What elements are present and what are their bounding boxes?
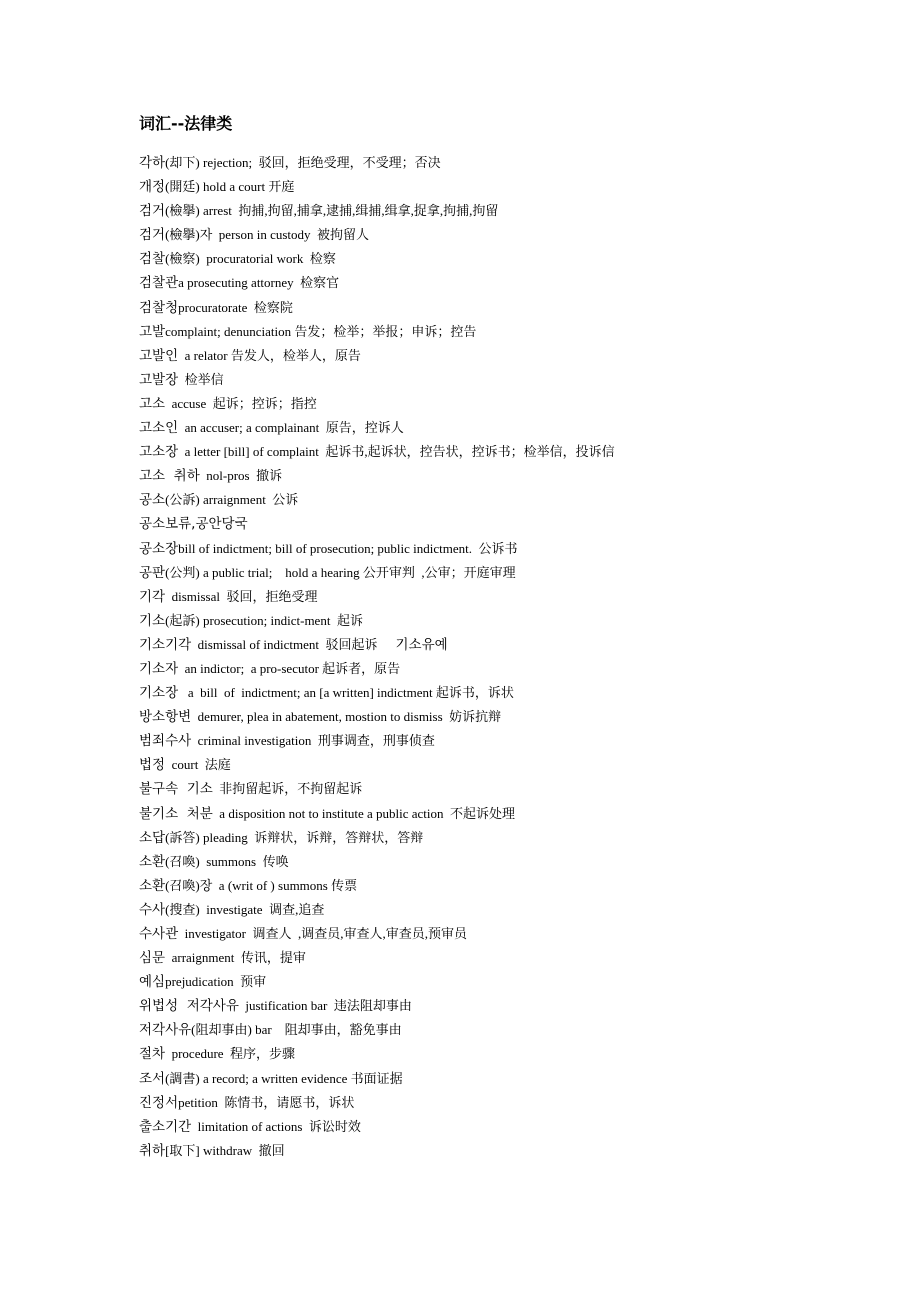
vocabulary-entry bbox=[139, 392, 879, 416]
vocabulary-entry bbox=[139, 320, 879, 344]
entry-definition: limitation of actions 诉讼时效 bbox=[191, 1118, 361, 1134]
korean-term: 공판 bbox=[139, 564, 166, 581]
korean-term: 저각사유 bbox=[139, 1022, 192, 1039]
vocabulary-entry bbox=[139, 609, 879, 633]
korean-term: 법정 bbox=[139, 757, 166, 774]
entry-definition: (召喚)장 a (writ of ) summons 传票 bbox=[165, 877, 358, 893]
vocabulary-entry bbox=[139, 633, 879, 657]
entry-definition: bill of indictment; bill of prosecution; public indictment. 公诉书 bbox=[178, 540, 518, 556]
vocabulary-entry bbox=[139, 753, 879, 777]
document-title: 词汇--法律类 bbox=[139, 114, 233, 133]
korean-term: 취하 bbox=[139, 1142, 166, 1159]
entry-definition: an indictor; a pro-secutor 起诉者，原告 bbox=[178, 660, 401, 676]
korean-term: 진정서 bbox=[139, 1094, 179, 1111]
korean-term: 기소 bbox=[139, 612, 166, 629]
vocabulary-entry bbox=[139, 175, 879, 199]
entry-definition: a bill of indictment; an [a written] indictment 起诉书，诉状 bbox=[178, 685, 514, 701]
korean-term: 검찰청 bbox=[139, 299, 179, 316]
entry-definition: an accuser; a complainant 原告，控诉人 bbox=[178, 420, 404, 436]
korean-term: 출소기간 bbox=[139, 1118, 192, 1135]
korean-term: 불기소 처분 bbox=[139, 805, 213, 822]
vocabulary-entry bbox=[139, 850, 879, 874]
vocabulary-entry bbox=[139, 223, 879, 247]
vocabulary-entry bbox=[139, 729, 879, 753]
entry-definition: (却下) rejection; 驳回，拒绝受理，不受理；否决 bbox=[165, 155, 441, 170]
korean-term: 고소인 bbox=[139, 420, 179, 437]
korean-term: 범죄수사 bbox=[139, 733, 192, 750]
entry-definition: accuse 起诉；控诉；指控 bbox=[165, 395, 317, 411]
vocabulary-entry bbox=[139, 151, 879, 175]
vocabulary-entry bbox=[139, 681, 879, 705]
entry-definition: justification bar 违法阻却事由 bbox=[238, 998, 412, 1014]
korean-term: 소답 bbox=[139, 829, 166, 846]
entry-definition: 非拘留起诉，不拘留起诉 bbox=[212, 781, 363, 797]
korean-term: 공소장 bbox=[139, 540, 179, 557]
vocabulary-entry bbox=[139, 1042, 879, 1066]
entry-definition: petition 陈情书，请愿书，诉状 bbox=[178, 1094, 355, 1110]
vocabulary-entry bbox=[139, 1091, 879, 1115]
entry-definition: dismissal 驳回，拒绝受理 bbox=[165, 588, 318, 604]
vocabulary-entry bbox=[139, 802, 879, 826]
korean-term: 조서 bbox=[139, 1070, 166, 1087]
vocabulary-entry bbox=[139, 537, 879, 561]
entry-definition: prejudication 预审 bbox=[165, 974, 267, 990]
korean-term: 심문 bbox=[139, 950, 166, 967]
korean-term: 공소보류,공안당국 bbox=[139, 516, 248, 533]
vocabulary-entry bbox=[139, 296, 879, 320]
vocabulary-entry bbox=[139, 271, 879, 295]
korean-term: 수사 bbox=[139, 901, 166, 918]
vocabulary-entry bbox=[139, 657, 879, 681]
korean-term: 검거 bbox=[139, 203, 166, 220]
korean-term: 위법성 저각사유 bbox=[139, 998, 239, 1015]
entry-definition: (檢擧)자 person in custody 被拘留人 bbox=[165, 227, 370, 243]
vocabulary-entry bbox=[139, 1067, 879, 1091]
entry-definition: (調書) a record; a written evidence 书面证据 bbox=[165, 1070, 403, 1086]
entry-definition: (檢察) procuratorial work 检察 bbox=[165, 251, 336, 267]
vocabulary-entry bbox=[139, 368, 879, 392]
entry-definition: (召喚) summons 传唤 bbox=[165, 853, 289, 869]
korean-term: 기각 bbox=[139, 588, 166, 605]
korean-term: 수사관 bbox=[139, 926, 179, 942]
korean-term: 고발장 bbox=[139, 371, 179, 388]
entry-definition: 检举信 bbox=[178, 371, 224, 387]
vocabulary-entry bbox=[139, 994, 879, 1018]
korean-term: 고발인 bbox=[139, 347, 179, 364]
korean-term: 공소 bbox=[139, 492, 166, 509]
entry-definition: a prosecuting attorney 检察官 bbox=[178, 275, 340, 291]
vocabulary-entry bbox=[139, 440, 879, 464]
vocabulary-entry bbox=[139, 464, 879, 488]
korean-term: 예심 bbox=[139, 974, 166, 991]
korean-term: 검찰 bbox=[139, 251, 166, 268]
entry-definition: criminal investigation 刑事调查，刑事侦查 bbox=[191, 733, 435, 749]
vocabulary-entry bbox=[139, 898, 879, 922]
korean-term: 고소장 bbox=[139, 444, 179, 461]
korean-term: 소환 bbox=[139, 877, 166, 894]
vocabulary-entry bbox=[139, 874, 879, 898]
entry-definition: a letter [bill] of complaint 起诉书,起诉状，控告状，控诉书；检举信，投诉信 bbox=[178, 444, 615, 460]
vocabulary-entry bbox=[139, 1018, 879, 1042]
entry-definition: (開廷) hold a court 开庭 bbox=[165, 179, 295, 195]
entry-definition: (公訴) arraignment 公诉 bbox=[165, 492, 299, 508]
entry-definition: a relator 告发人，检举人，原告 bbox=[178, 347, 361, 363]
korean-term: 불구속 기소 bbox=[139, 781, 213, 798]
korean-term: 검찰관 bbox=[139, 275, 179, 292]
vocabulary-entry bbox=[139, 488, 879, 512]
entry-definition: procuratorate 检察院 bbox=[178, 299, 293, 315]
entry-definition: demurer, plea in abatement, mostion to dismiss 妨诉抗辩 bbox=[191, 709, 502, 725]
vocabulary-entry bbox=[139, 344, 879, 368]
vocabulary-entry bbox=[139, 705, 879, 729]
korean-term: 고소 bbox=[139, 395, 166, 412]
vocabulary-entry bbox=[139, 585, 879, 609]
entry-definition: complaint; denunciation 告发；检举；举报；申诉；控告 bbox=[165, 323, 477, 339]
korean-term: 기소자 bbox=[139, 660, 179, 677]
vocabulary-entry bbox=[139, 199, 879, 223]
entry-definition: (起訴) prosecution; indict-ment 起诉 bbox=[165, 612, 363, 628]
vocabulary-entry bbox=[139, 970, 879, 994]
korean-term: 각하 bbox=[139, 155, 166, 171]
vocabulary-entry bbox=[139, 561, 879, 585]
vocabulary-entry bbox=[139, 922, 879, 946]
korean-term: 고소 취하 bbox=[139, 468, 200, 485]
entry-definition: a disposition not to institute a public action 不起诉处理 bbox=[212, 805, 516, 821]
vocabulary-entry bbox=[139, 1139, 879, 1163]
entry-definition: arraignment 传讯，提审 bbox=[165, 950, 306, 966]
vocabulary-entry bbox=[139, 512, 879, 536]
vocabulary-entry bbox=[139, 826, 879, 850]
entry-definition: (訴答) pleading 诉辩状，诉辩，答辩状，答辩 bbox=[165, 829, 424, 845]
korean-term: 기소기각 bbox=[139, 636, 192, 653]
entry-definition: (公判) a public trial; hold a hearing 公开审判 ,公审；开庭审理 bbox=[165, 564, 516, 580]
korean-term: 절차 bbox=[139, 1046, 166, 1063]
vocabulary-entry bbox=[139, 777, 879, 801]
entry-note: 기소유예 bbox=[395, 636, 448, 653]
entry-definition: nol-pros 撤诉 bbox=[199, 468, 283, 484]
vocabulary-entry bbox=[139, 946, 879, 970]
vocabulary-list bbox=[139, 151, 879, 1163]
korean-term: 고발 bbox=[139, 323, 166, 340]
entry-definition: (搜查) investigate 调查,追查 bbox=[165, 901, 325, 917]
entry-definition: court 法庭 bbox=[165, 757, 231, 773]
korean-term: 기소장 bbox=[139, 685, 179, 702]
entry-definition: dismissal of indictment 驳回起诉 bbox=[191, 636, 378, 652]
vocabulary-entry bbox=[139, 247, 879, 271]
entry-definition: (檢擧) arrest 拘捕,拘留,捕拿,逮捕,缉捕,缉拿,捉拿,拘捕,拘留 bbox=[165, 203, 499, 219]
vocabulary-entry bbox=[139, 1115, 879, 1139]
entry-definition: (阻却事由) bar 阻却事由，豁免事由 bbox=[191, 1022, 402, 1038]
entry-definition: investigator 调查人 ,调查员,审查人,审查员,预审员 bbox=[178, 926, 468, 941]
korean-term: 개정 bbox=[139, 179, 166, 196]
korean-term: 소환 bbox=[139, 853, 166, 870]
entry-definition: [取下] withdraw 撤回 bbox=[165, 1142, 285, 1158]
document-page bbox=[139, 108, 879, 1163]
korean-term: 검거 bbox=[139, 227, 166, 244]
entry-definition: procedure 程序，步骤 bbox=[165, 1046, 296, 1062]
vocabulary-entry bbox=[139, 416, 879, 440]
korean-term: 방소항변 bbox=[139, 709, 192, 726]
